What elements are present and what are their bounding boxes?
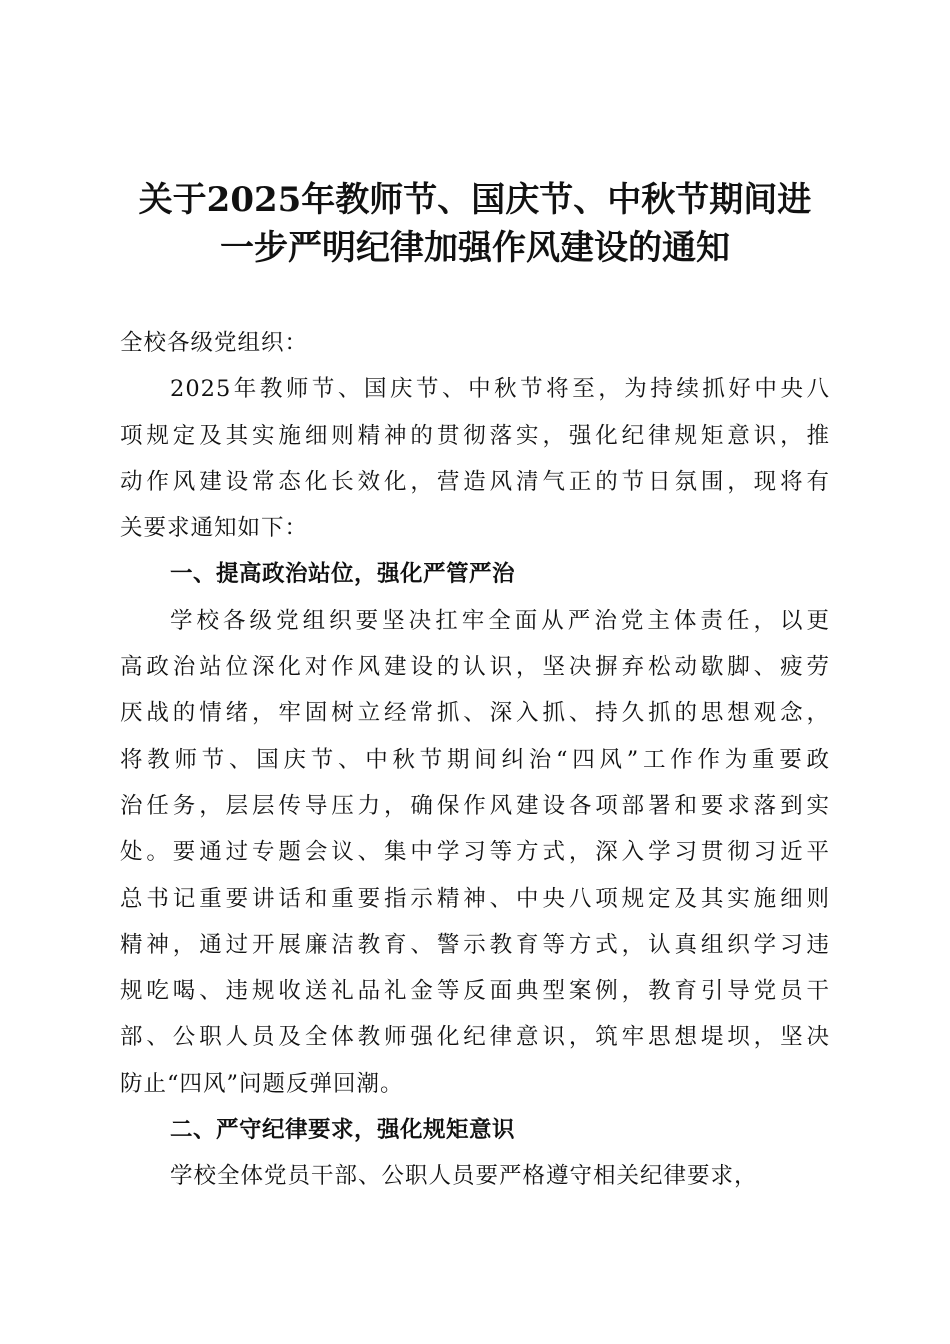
paragraph-line: 总书记重要讲话和重要指示精神、中央八项规定及其实施细则 xyxy=(120,885,830,912)
paragraph-line: 厌战的情绪，牢固树立经常抓、深入抓、持久抓的思想观念， xyxy=(120,700,830,727)
paragraph-line: 部、公职人员及全体教师强化纪律意识，筑牢思想堤坝，坚决 xyxy=(120,1024,830,1051)
title-line-2: 一步严明纪律加强作风建设的通知 xyxy=(220,228,730,268)
title-line-1: 关于2025年教师节、国庆节、中秋节期间进 xyxy=(138,180,812,220)
paragraph-line: 规吃喝、违规收送礼品礼金等反面典型案例，教育引导党员干 xyxy=(120,978,830,1005)
paragraph-line: 高政治站位深化对作风建设的认识，坚决摒弃松动歇脚、疲劳 xyxy=(120,654,830,681)
paragraph-line: 处。要通过专题会议、集中学习等方式，深入学习贯彻习近平 xyxy=(120,839,830,866)
section-2-paragraph xyxy=(120,1153,830,1199)
paragraph-line: 防止“四风”问题反弹回潮。 xyxy=(120,1070,404,1097)
section-1-paragraph xyxy=(120,598,830,1107)
paragraph-line: 关要求通知如下： xyxy=(120,515,309,542)
paragraph-line: 学校全体党员干部、公职人员要严格遵守相关纪律要求， xyxy=(170,1163,758,1190)
intro-paragraph xyxy=(120,366,830,551)
paragraph-line: 学校各级党组织要坚决扛牢全面从严治党主体责任，以更 xyxy=(170,607,830,634)
salutation: 全校各级党组织： xyxy=(120,330,309,356)
paragraph-line: 将教师节、国庆节、中秋节期间纠治“四风”工作作为重要政 xyxy=(120,746,830,773)
section-heading-2: 二、严守纪律要求，强化规矩意识 xyxy=(170,1117,516,1144)
document-body xyxy=(120,320,830,1200)
document-title xyxy=(110,176,840,272)
section-heading-1: 一、提高政治站位，强化严管严治 xyxy=(170,561,516,588)
paragraph-line: 治任务，层层传导压力，确保作风建设各项部署和要求落到实 xyxy=(120,792,830,819)
paragraph-line: 精神，通过开展廉洁教育、警示教育等方式，认真组织学习违 xyxy=(120,931,830,958)
paragraph-line: 动作风建设常态化长效化，营造风清气正的节日氛围，现将有 xyxy=(120,468,830,495)
paragraph-line: 项规定及其实施细则精神的贯彻落实，强化纪律规矩意识，推 xyxy=(120,422,830,449)
paragraph-line: 2025年教师节、国庆节、中秋节将至，为持续抓好中央八 xyxy=(170,376,830,403)
